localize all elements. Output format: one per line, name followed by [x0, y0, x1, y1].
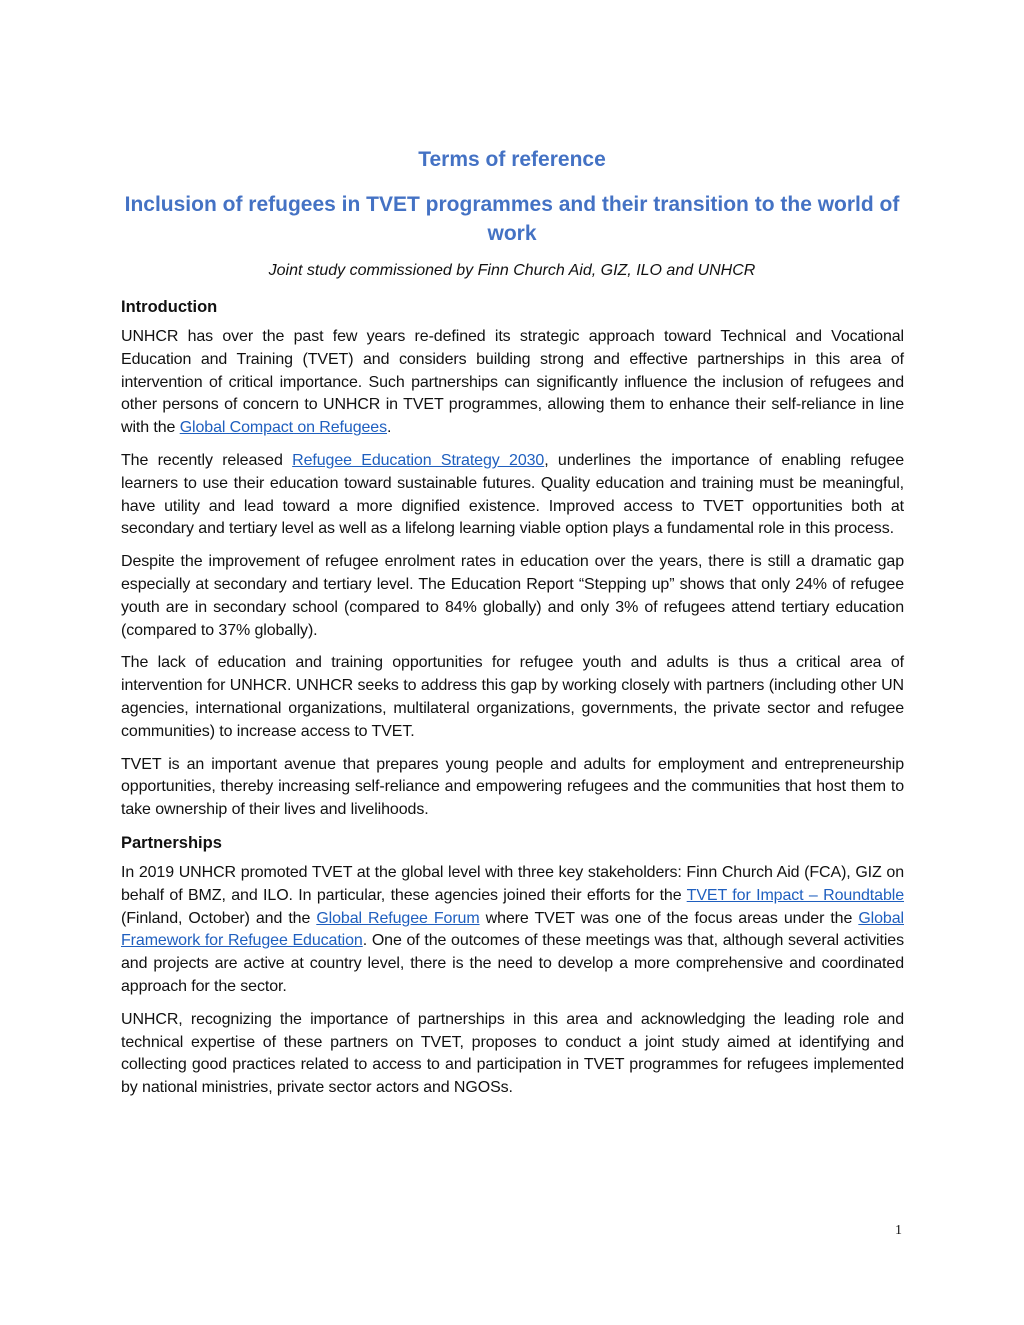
partnerships-paragraph-2: UNHCR, recognizing the importance of partnerships in this area and acknowledging the leading role and technical expertise of these partners on TVET, proposes to conduct a joint study aimed at identifying and collecting good practices related to access to and participation in TVET programmes for refugees implemented by national ministries, private sector actors and NGOSs. — [121, 1010, 904, 1097]
partnerships-paragraph-1 — [121, 862, 904, 999]
page-number: 1 — [895, 1223, 902, 1238]
paragraph-text: . One of the outcomes of these meetings was that, although several activities and projects are active at country level, there is the need to develop a more comprehensive and coordinated approach for the sector. — [121, 932, 904, 995]
paragraph-text: , underlines the importance of enabling refugee learners to use their education toward sustainable futures. Quality education and training must be meaningful, have utility and lead toward a more dignified existence. Improved access to TVET opportunities both at secondary and tertiary level as well as a lifelong learning viable option plays a fundamental role in this process. — [121, 451, 904, 538]
introduction-paragraph-1 — [121, 326, 904, 440]
paragraph-text: . — [387, 419, 392, 437]
introduction-paragraph-5: TVET is an important avenue that prepares young people and adults for employment and entrepreneurship opportunities, thereby increasing self-reliance and empowering refugees and the communities that host them to take ownership of their lives and livelihoods. — [121, 755, 904, 819]
document-byline: Joint study commissioned by Finn Church Aid, GIZ, ILO and UNHCR — [268, 262, 756, 279]
global-framework-link[interactable]: Global Framework for Refugee Education — [121, 909, 904, 950]
global-compact-link[interactable]: Global Compact on Refugees — [179, 419, 387, 437]
introduction-paragraph-2 — [121, 450, 904, 541]
education-strategy-link[interactable]: Refugee Education Strategy 2030 — [292, 451, 545, 469]
introduction-paragraph-4: The lack of education and training opportunities for refugee youth and adults is thus a critical area of intervention for UNHCR. UNHCR seeks to address this gap by working closely with partners (including other UN agencies, international organizations, multilateral organizations, governments, the private sector and refugee communities) to increase access to TVET. — [121, 654, 904, 740]
partnerships-section — [121, 832, 904, 1100]
document-title: Terms of reference — [418, 148, 606, 171]
paragraph-text: The recently released — [121, 451, 293, 469]
paragraph-text: UNHCR has over the past few years re-defined its strategic approach toward Technical and Vocational Education and Training (TVET) and considers building strong and effective partnerships in this area of intervention of critical importance. Such partnerships can significantly influence the inclusion of refugees and other persons of concern to UNHCR in TVET programmes, allowing them to enhance their self-reliance in line with the — [121, 328, 904, 437]
introduction-paragraph-3: Despite the improvement of refugee enrolment rates in education over the years, there is still a dramatic gap especially at secondary and tertiary level. The Education Report “Stepping up” shows that only 24% of refugee youth are in secondary school (compared to 84% globally) and only 3% of refugees attend tertiary education (compared to 37% globally). — [121, 553, 904, 639]
introduction-section — [121, 296, 904, 822]
paragraph-text: where TVET was one of the focus areas under the — [479, 909, 859, 927]
paragraph-text: In 2019 UNHCR promoted TVET at the global level with three key stakeholders: Finn Church Aid (FCA), GIZ on behalf of BMZ, and ILO. In particular, these agencies joined their efforts for the — [121, 863, 904, 904]
document-subtitle: Inclusion of refugees in TVET programmes and their transition to the world of work — [124, 193, 900, 245]
partnerships-heading: Partnerships — [121, 833, 222, 852]
paragraph-text: (Finland, October) and the — [121, 909, 317, 927]
global-refugee-forum-link[interactable]: Global Refugee Forum — [316, 909, 480, 927]
introduction-heading: Introduction — [121, 298, 218, 316]
document-body — [121, 296, 904, 1110]
tvet-roundtable-link[interactable]: TVET for Impact – Roundtable — [686, 886, 905, 904]
